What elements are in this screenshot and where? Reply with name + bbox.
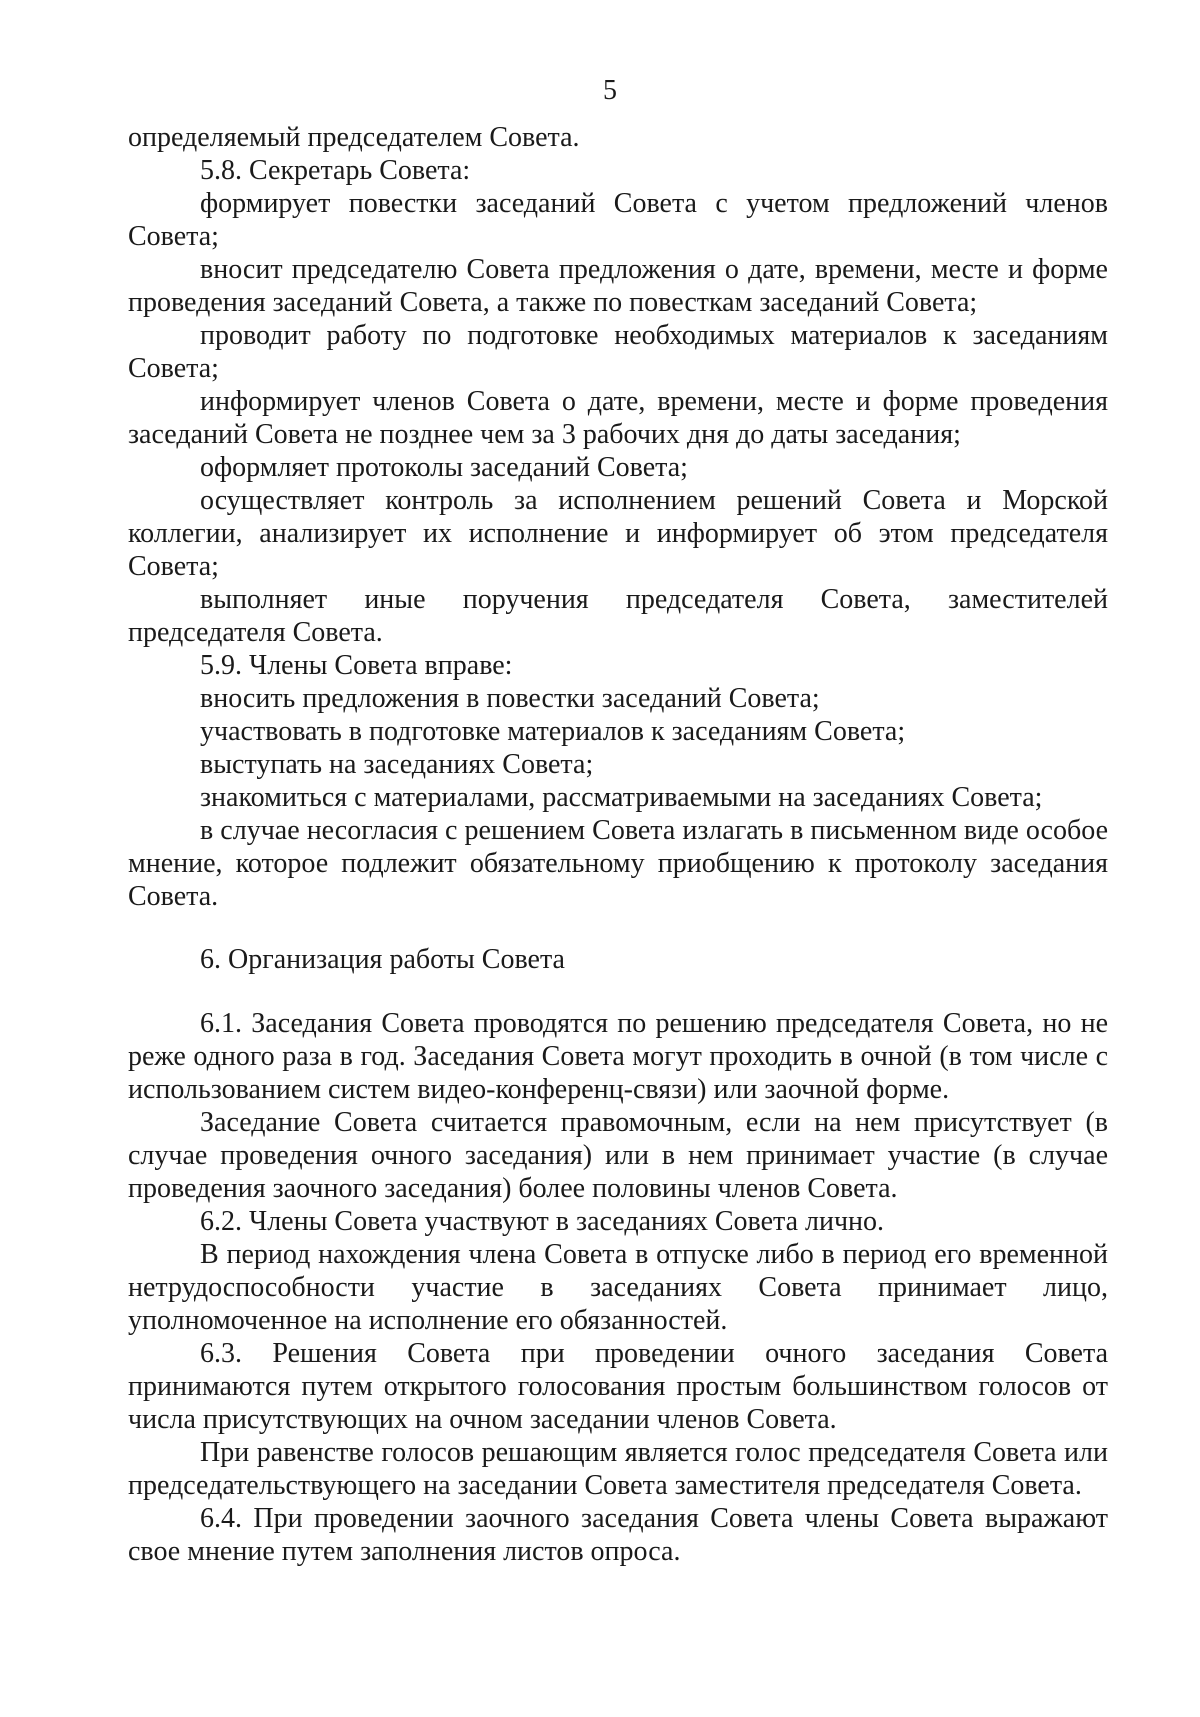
page-number: 5 bbox=[603, 75, 617, 106]
paragraph-6-1: 6.1. Заседания Совета проводятся по решению председателя Совета, но не реже одного раза в год. Заседания Совета могут проходить в очной (в том числе с использованием систем видео-конференц-связи) или заочной форме. bbox=[128, 1008, 1108, 1105]
section-heading: 6. Организация работы Совета bbox=[200, 944, 565, 975]
paragraph-6-4: 6.4. При проведении заочного заседания Совета члены Совета выражают свое мнение путем заполнения листов опроса. bbox=[128, 1503, 1108, 1567]
paragraph-continuation: определяемый председателем Совета. bbox=[128, 122, 580, 153]
paragraph-6-3-tie: При равенстве голосов решающим является голос председателя Совета или председательствующего на заседании Совета заместителя председателя Совета. bbox=[128, 1437, 1108, 1501]
paragraph-5-9-speak: выступать на заседаниях Совета; bbox=[200, 749, 594, 780]
paragraph-5-8-minutes: оформляет протоколы заседаний Совета; bbox=[200, 452, 688, 483]
paragraph-5-9-participate: участвовать в подготовке материалов к заседаниям Совета; bbox=[200, 716, 906, 747]
paragraph-5-8-proposals: вносит председателю Совета предложения о дате, времени, месте и форме проведения заседаний Совета, а также по повесткам заседаний Совета; bbox=[128, 254, 1108, 318]
document-body bbox=[128, 121, 1108, 1568]
paragraph-5-8-control: осуществляет контроль за исполнением решений Совета и Морской коллегии, анализирует их исполнение и информирует об этом председателя Совета; bbox=[128, 485, 1108, 582]
paragraph-6-2: 6.2. Члены Совета участвуют в заседаниях Совета лично. bbox=[200, 1206, 885, 1237]
paragraph-5-8-agenda: формирует повестки заседаний Совета с учетом предложений членов Совета; bbox=[128, 188, 1108, 252]
paragraph-5-8-informs: информирует членов Совета о дате, времени, месте и форме проведения заседаний Совета не позднее чем за 3 рабочих дня до даты заседания; bbox=[128, 386, 1108, 450]
paragraph-5-9: 5.9. Члены Совета вправе: bbox=[200, 650, 513, 681]
paragraph-5-9-proposals: вносить предложения в повестки заседаний Совета; bbox=[200, 683, 820, 714]
paragraph-5-8-other: выполняет иные поручения председателя Совета, заместителей председателя Совета. bbox=[128, 584, 1108, 648]
paragraph-5-9-review: знакомиться с материалами, рассматриваемыми на заседаниях Совета; bbox=[200, 782, 1043, 813]
paragraph-6-2-substitute: В период нахождения члена Совета в отпуске либо в период его временной нетрудоспособности участие в заседаниях Совета принимает лицо, уполномоченное на исполнение его обязанностей. bbox=[128, 1239, 1108, 1336]
paragraph-5-9-dissent: в случае несогласия с решением Совета излагать в письменном виде особое мнение, которое подлежит обязательному приобщению к протоколу заседания Совета. bbox=[128, 815, 1108, 912]
paragraph-6-1-quorum: Заседание Совета считается правомочным, если на нем присутствует (в случае проведения очного заседания) или в нем принимает участие (в случае проведения заочного заседания) более половины членов Совета. bbox=[128, 1107, 1108, 1204]
paragraph-5-8-materials: проводит работу по подготовке необходимых материалов к заседаниям Совета; bbox=[128, 320, 1108, 384]
paragraph-5-8: 5.8. Секретарь Совета: bbox=[200, 155, 471, 186]
paragraph-6-3: 6.3. Решения Совета при проведении очного заседания Совета принимаются путем открытого голосования простым большинством голосов от числа присутствующих на очном заседании членов Совета. bbox=[128, 1338, 1108, 1435]
